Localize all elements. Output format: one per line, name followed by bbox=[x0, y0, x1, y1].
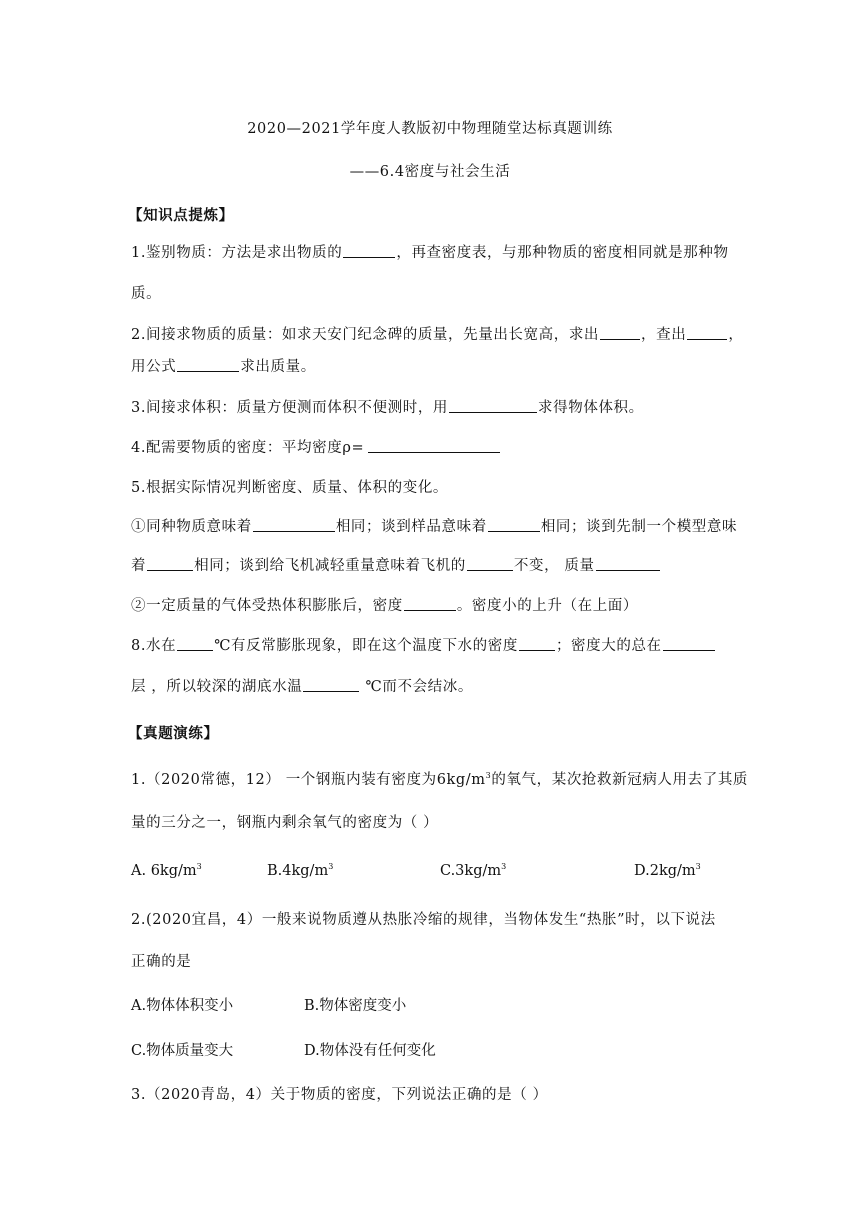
superscript: 3 bbox=[485, 771, 492, 780]
knowledge-item-5a bbox=[131, 517, 737, 537]
knowledge-item-8-cont bbox=[131, 677, 473, 697]
question-1-option-c bbox=[440, 861, 506, 881]
fill-blank bbox=[253, 517, 335, 532]
text: 相同；谈到给飞机减轻重量意味着飞机的 bbox=[194, 558, 466, 574]
option-text: C.3kg/m bbox=[440, 863, 502, 879]
fill-blank bbox=[177, 636, 213, 651]
question-2-option-a: A.物体体积变小 bbox=[131, 998, 234, 1014]
question-3: 3.（2020青岛，4）关于物质的密度，下列说法正确的是（ ） bbox=[131, 1087, 548, 1103]
fill-blank bbox=[596, 556, 660, 571]
knowledge-item-2 bbox=[131, 325, 743, 345]
text: 1.（2020常德，12） 一个钢瓶内装有密度为6kg/m bbox=[131, 772, 486, 788]
text: 2.间接求物质的质量：如求天安门纪念碑的质量，先量出长宽高，求出 bbox=[131, 327, 600, 343]
knowledge-item-1 bbox=[131, 243, 729, 263]
superscript: 3 bbox=[328, 862, 334, 871]
text: 求得物体体积。 bbox=[538, 400, 644, 416]
question-2-option-b: B.物体密度变小 bbox=[304, 998, 407, 1014]
section-heading-knowledge: 【知识点提炼】 bbox=[128, 207, 234, 224]
fill-blank bbox=[177, 357, 239, 372]
knowledge-item-2-cont bbox=[131, 357, 316, 377]
text: 用公式 bbox=[131, 359, 177, 375]
fill-blank bbox=[600, 325, 640, 340]
text: 着 bbox=[131, 558, 147, 574]
option-text: B.4kg/m bbox=[267, 863, 329, 879]
question-1-option-d bbox=[634, 861, 701, 881]
superscript: 3 bbox=[501, 862, 507, 871]
text: ，再查密度表，与那种物质的密度相同就是那种物 bbox=[396, 245, 729, 261]
fill-blank bbox=[488, 517, 540, 532]
question-1-option-b bbox=[267, 861, 333, 881]
document-title: 2020—2021学年度人教版初中物理随堂达标真题训练 bbox=[247, 121, 613, 137]
knowledge-item-5a-cont bbox=[131, 556, 661, 576]
fill-blank bbox=[449, 398, 537, 413]
text: 求出质量。 bbox=[240, 359, 316, 375]
text: ①同种物质意味着 bbox=[131, 519, 252, 535]
text: 1.鉴别物质：方法是求出物质的 bbox=[131, 245, 343, 261]
option-text: A. 6kg/m bbox=[131, 863, 197, 879]
text: 不变， 质量 bbox=[513, 558, 595, 574]
fill-blank bbox=[368, 438, 500, 453]
question-1-cont: 量的三分之一，钢瓶内剩余氧气的密度为（ ） bbox=[131, 815, 439, 831]
knowledge-item-8 bbox=[131, 636, 716, 656]
question-2-option-c: C.物体质量变大 bbox=[131, 1043, 234, 1059]
knowledge-item-1-cont: 质。 bbox=[131, 286, 162, 302]
text: 4.配需要物质的密度：平均密度ρ= bbox=[131, 440, 365, 456]
fill-blank bbox=[663, 636, 715, 651]
text: 的氧气，某次抢救新冠病人用去了其质 bbox=[491, 772, 749, 788]
text: 3.间接求体积：质量方便测而体积不便测时，用 bbox=[131, 400, 449, 416]
fill-blank bbox=[404, 596, 456, 611]
text: ℃而不会结冰。 bbox=[360, 679, 473, 695]
fill-blank bbox=[343, 243, 395, 258]
option-text: D.2kg/m bbox=[634, 863, 696, 879]
text: ，查出 bbox=[641, 327, 687, 343]
fill-blank bbox=[147, 556, 193, 571]
question-1-option-a bbox=[131, 861, 202, 881]
question-2: 2.(2020宜昌，4）一般来说物质遵从热胀冷缩的规律，当物体发生“热胀”时，以下说法 bbox=[131, 912, 716, 928]
fill-blank bbox=[519, 636, 555, 651]
text: ℃有反常膨胀现象，即在这个温度下水的密度 bbox=[214, 638, 518, 654]
fill-blank bbox=[303, 677, 359, 692]
text: 。密度小的上升（在上面） bbox=[456, 598, 639, 614]
section-heading-practice: 【真题演练】 bbox=[128, 725, 219, 742]
superscript: 3 bbox=[196, 862, 202, 871]
text: ②一定质量的气体受热体积膨胀后，密度 bbox=[131, 598, 403, 614]
document-subtitle: ——6.4密度与社会生活 bbox=[349, 164, 511, 180]
knowledge-item-5b bbox=[131, 596, 638, 616]
knowledge-item-4 bbox=[131, 438, 501, 458]
text: ， bbox=[728, 327, 744, 343]
text: 相同；谈到先制一个模型意味 bbox=[540, 519, 738, 535]
question-1 bbox=[131, 770, 748, 790]
text: ；密度大的总在 bbox=[555, 638, 662, 654]
fill-blank bbox=[467, 556, 513, 571]
question-2-option-d: D.物体没有任何变化 bbox=[304, 1043, 436, 1059]
text: 相同；谈到样品意味着 bbox=[335, 519, 487, 535]
superscript: 3 bbox=[695, 862, 701, 871]
text: 层 ，所以较深的湖底水温 bbox=[131, 679, 303, 695]
knowledge-item-5: 5.根据实际情况判断密度、质量、体积的变化。 bbox=[131, 480, 449, 496]
knowledge-item-3 bbox=[131, 398, 644, 418]
question-2-cont: 正确的是 bbox=[131, 954, 192, 970]
fill-blank bbox=[687, 325, 727, 340]
text: 8.水在 bbox=[131, 638, 177, 654]
